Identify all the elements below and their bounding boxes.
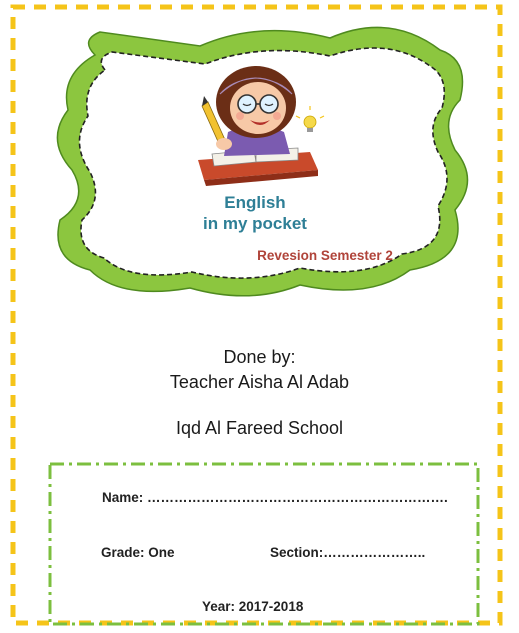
student-info-box	[48, 462, 480, 626]
year-field: Year: 2017-2018	[202, 599, 304, 614]
girl-reading-book-illustration	[180, 62, 330, 186]
teacher-name: Teacher Aisha Al Adab	[169, 372, 350, 392]
section-field: Section:…………………..	[270, 545, 426, 560]
done-by-label: Done by:	[223, 347, 296, 367]
cover-subtitle: Revesion Semester 2	[257, 248, 393, 263]
cover-title-line2: in my pocket	[203, 214, 307, 233]
name-field: Name: ………………………………………………………….	[102, 490, 448, 505]
cover-title-line1: English	[224, 193, 286, 212]
grade-field: Grade: One	[101, 545, 175, 560]
school-name: Iqd Al Fareed School	[175, 418, 344, 438]
